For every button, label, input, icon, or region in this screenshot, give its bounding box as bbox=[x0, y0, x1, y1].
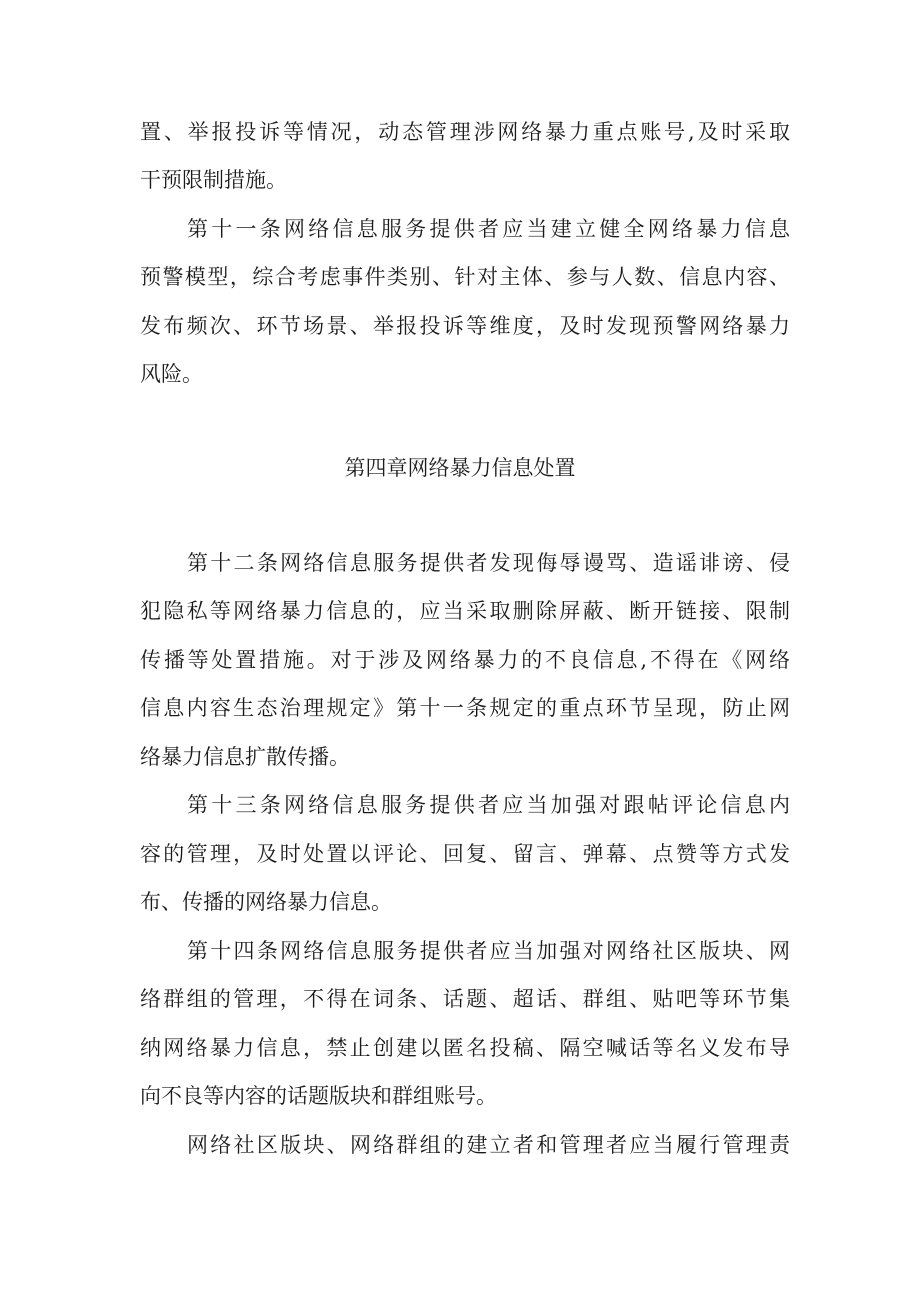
article-12-line: 传播等处置措施。对于涉及网络暴力的不良信息,不得在《网络 bbox=[140, 648, 790, 672]
chapter-heading: 第四章网络暴力信息处置 bbox=[344, 456, 576, 480]
article-14-line: 纳网络暴力信息，禁止创建以匿名投稿、隔空喊话等名义发布导 bbox=[140, 1036, 790, 1060]
article-12-line: 信息内容生态治理规定》第十一条规定的重点环节呈现，防止网 bbox=[140, 696, 790, 720]
article-13-line: 布、传播的网络暴力信息。 bbox=[140, 890, 392, 914]
article-11-line: 第十一条网络信息服务提供者应当建立健全网络暴力信息 bbox=[187, 217, 790, 241]
article-12-line: 络暴力信息扩散传播。 bbox=[140, 745, 350, 769]
paragraph-line: 干预限制措施。 bbox=[140, 168, 287, 192]
article-12-line: 第十二条网络信息服务提供者发现侮辱谩骂、造谣诽谤、侵 bbox=[187, 551, 790, 575]
article-11-line: 发布频次、环节场景、举报投诉等维度，及时发现预警网络暴力 bbox=[140, 314, 790, 338]
article-11-line: 预警模型，综合考虑事件类别、针对主体、参与人数、信息内容、 bbox=[140, 265, 790, 289]
article-14-line: 络群组的管理，不得在词条、话题、超话、群组、贴吧等环节集 bbox=[140, 987, 790, 1011]
article-14-line: 第十四条网络信息服务提供者应当加强对网络社区版块、网 bbox=[187, 939, 790, 963]
paragraph-line: 置、举报投诉等情况，动态管理涉网络暴力重点账号,及时采取 bbox=[140, 120, 790, 144]
article-13-line: 第十三条网络信息服务提供者应当加强对跟帖评论信息内 bbox=[187, 793, 790, 817]
article-11-line: 风险。 bbox=[140, 362, 203, 386]
article-12-line: 犯隐私等网络暴力信息的，应当采取删除屏蔽、断开链接、限制 bbox=[140, 599, 790, 623]
article-14-cont-line: 网络社区版块、网络群组的建立者和管理者应当履行管理责 bbox=[187, 1133, 790, 1157]
article-14-line: 向不良等内容的话题版块和群组账号。 bbox=[140, 1084, 497, 1108]
article-13-line: 容的管理，及时处置以评论、回复、留言、弹幕、点赞等方式发 bbox=[140, 842, 790, 866]
